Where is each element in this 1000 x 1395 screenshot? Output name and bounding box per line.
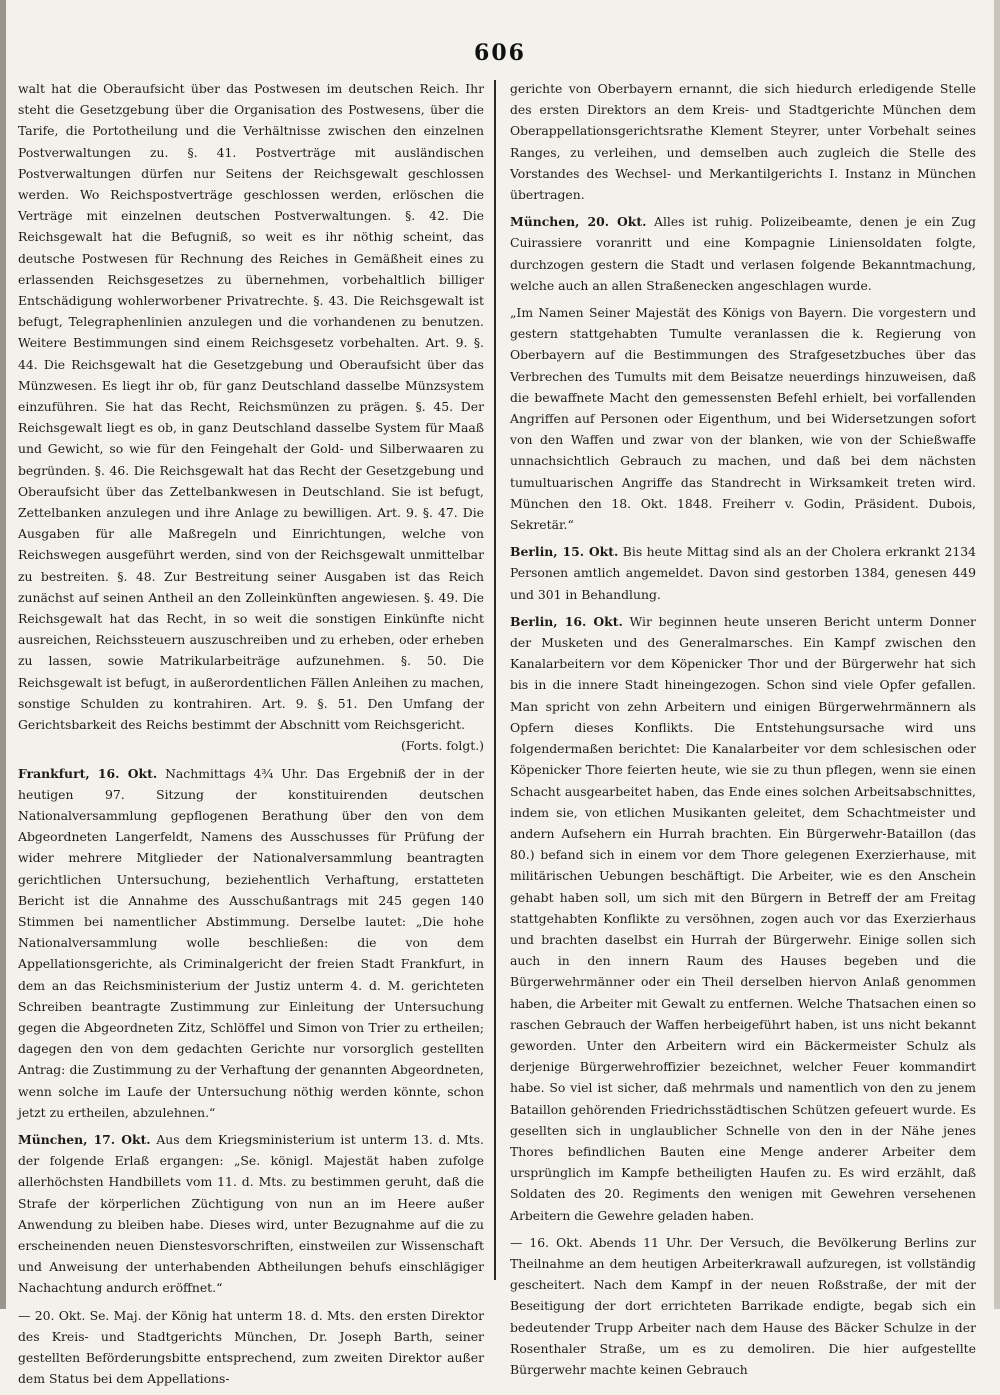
article-paragraph [18, 763, 484, 1123]
article-paragraph [510, 302, 976, 535]
dateline: München, 20. Okt. [510, 214, 647, 230]
dateline: Frankfurt, 16. Okt. [18, 765, 158, 781]
paragraph-text: Wir beginnen heute unseren Bericht unterm Donner der Musketen und des Generalmarsches. Ein Kampf zwischen den Kanalarbeitern vor dem Köpenicker Thor und der Bürgerwehr hat sich bis in die innere Stadt hineingezogen. Schon sind viele Opfer gefallen. Man spricht von zehn Arbeitern und einigen Bürgerwehrmännern als Opfern dieses Konflikts. Die Entstehungsursache wird uns folgendermaßen berichtet: Die Kanalarbeiter vor dem schlesischen oder Köpenicker Thore feierten heute, wie sie zu thun pflegen, wenn sie einen Schacht ausgearbeitet haben, das Ende eines solchen Arbeitsabschnittes, indem sie, von etlichen Musikanten geleitet, dem Schachtmeister und andern Aufsehern ein Hurrah brachten. Ein Bürgerwehr-Bataillon (das 80.) befand sich in einem vor dem Thore gelegenen Exerzierhause, mit militärischen Uebungen beschäftigt. Die Arbeiter, wie es den Anschein gehabt haben soll, um sich mit den Bürgern in Betreff der am Freitag stattgehabten Konflikte zu versöhnen, zogen auch vor das Exerzierhaus und brachten daselbst ein Hurrah der Bürgerwehr. Einige sollen sich auch in den innern Raum des Hauses begeben und die Bürgerwehrmänner oder ein Theil derselben hiervon Anlaß genommen haben, die Arbeiter mit Gewalt zu entfernen. Welche Thatsachen einen so raschen Gebrauch der Waffen herbeigeführt haben, ist uns nicht bekannt geworden. Unter den Arbeitern wird ein Bäckermeister Schulz als derjenige Bürgerwehroffizier bezeichnet, welcher Feuer kommandirt habe. So viel ist sicher, daß mehrmals und namentlich von den zu jenem Bataillon gehörenden Friedrichsstädtischen Schützen gefeuert wurde. Es gesellten sich in unglaublicher Schnelle von den in der Nähe jenes Thores befindlichen Bauten eine Menge anderer Arbeiter dem ursprünglich im Kampfe betheiligten Haufen zu. Es wird erzählt, daß Soldaten des 20. Regiments den wenigen mit Gewehren versehenen Arbeitern die Gewehre geladen haben. [510, 613, 976, 1223]
paragraph-text: Nachmittags 4¾ Uhr. Das Ergebniß der in der heutigen 97. Sitzung der konstituirenden deutschen Nationalversammlung gepflogenen Berathung über den von dem Abgeordneten Langerfeldt, Namens des Ausschusses für Prüfung der wider mehrere Mitglieder der Nationalversammlung beantragten gerichtlichen Untersuchung, beziehentlich Verhaftung, erstatteten Bericht ist die Annahme des Ausschußantrags mit 245 gegen 140 Stimmen bei namentlicher Abstimmung. Derselbe lautet: „Die hohe Nationalversammlung wolle beschließen: die von dem Appellationsgerichte, als Criminalgericht der freien Stadt Frankfurt, in dem an das Reichsministerium der Justiz unterm 4. d. M. gerichteten Schreiben beantragte Zustimmung zur Einleitung der Untersuchung gegen die Abgeordneten Zitz, Schlöffel und Simon von Trier zu ertheilen; dagegen den von dem gedachten Gerichte nur vorsorglich gestellten Antrag: die Zustimmung zu der Verhaftung der genannten Abgeordneten, wenn solche im Laufe der Untersuchung nöthig werden könnte, schon jetzt zu ertheilen, abzulehnen.“ [18, 765, 485, 1120]
dateline: München, 17. Okt. [18, 1131, 151, 1147]
article-paragraph [510, 211, 976, 296]
article-paragraph [18, 1129, 484, 1299]
column-divider [494, 80, 496, 1280]
dateline: Berlin, 15. Okt. [510, 544, 619, 560]
article-paragraph [510, 78, 976, 205]
paragraph-text: Alles ist ruhig. Polizeibeamte, denen je ein Zug Cuirassiere voranritt und eine Kompagnie Liniensoldaten folgte, durchzogen gestern die Stadt und verlasen folgende Bekanntmachung, welche auch an allen Straßenecken angeschlagen wurde. [510, 214, 976, 293]
paragraph-text: Bis heute Mittag sind als an der Cholera erkrankt 2134 Personen amtlich angemeldet. Davon sind gestorben 1384, genesen 449 und 301 in Behandlung. [510, 544, 976, 602]
continuation-note: (Forts. folgt.) [400, 738, 484, 754]
page-edge-shadow [0, 0, 6, 1309]
dateline: Berlin, 16. Okt. [510, 613, 623, 629]
paragraph-text: walt hat die Oberaufsicht über das Postwesen im deutschen Reich. Ihr steht die Gesetzgebung über die Organisation des Postwesens, über die Tarife, die Portotheilung und die Verhältnisse zwischen den einzelnen Postverwaltungen zu. §. 41. Postverträge mit ausländischen Postverwaltungen dürfen nur Seitens der Reichsgewalt geschlossen werden. Wo Reichspostverträge geschlossen werden, erlöschen die Verträge mit einzelnen deutschen Postverwaltungen. §. 42. Die Reichsgewalt hat die Befugniß, so weit es ihr nöthig scheint, das deutsche Postwesen für Rechnung des Reiches in Gemäßheit eines zu erlassenden Reichsgesetzes zu übernehmen, vorbehaltlich billiger Entschädigung wohlerworbener Privatrechte. §. 43. Die Reichsgewalt ist befugt, Telegraphenlinien anzulegen und die vorhandenen zu benutzen. Weitere Bestimmungen sind einem Reichsgesetz vorbehalten. Art. 9. §. 44. Die Reichsgewalt hat die Gesetzgebung und Oberaufsicht über das Münzwesen. Es liegt ihr ob, für ganz Deutschland dasselbe Münzsystem einzuführen. Sie hat das Recht, Reichsmünzen zu prägen. §. 45. Der Reichsgewalt liegt es ob, in ganz Deutschland dasselbe System für Maaß und Gewicht, so wie für den Feingehalt der Gold- und Silberwaaren zu begründen. §. 46. Die Reichsgewalt hat das Recht der Gesetzgebung und Oberaufsicht über das Zettelbankwesen in Deutschland. Sie ist befugt, Zettelbanken anzulegen und ihre Anlage zu bewilligen. Art. 9. §. 47. Die Ausgaben für alle Maßregeln und Einrichtungen, welche von Reichswegen ausgeführt werden, sind von der Reichsgewalt unmittelbar zu bestreiten. §. 48. Zur Bestreitung seiner Ausgaben ist das Reich zunächst auf seinen Antheil an den Zolleinkünften angewiesen. §. 49. Die Reichsgewalt hat das Recht, in so weit die sonstigen Einkünfte nicht ausreichen, Reichssteuern auszuschreiben und zu erheben, oder erheben zu lassen, sowie Matrikularbeiträge aufzunehmen. §. 50. Die Reichsgewalt ist befugt, in außerordentlichen Fällen Anleihen zu machen, sonstige Schulden zu kontrahiren. Art. 9. §. 51. Den Umfang der Gerichtsbarkeit des Reichs bestimmt der Abschnitt vom Reichsgericht. [18, 81, 484, 733]
article-paragraph [18, 1305, 484, 1390]
right-column [510, 78, 976, 1386]
article-paragraph [510, 611, 976, 1226]
article-paragraph [510, 1232, 976, 1380]
page-number: 606 [474, 40, 526, 66]
paragraph-text: „Im Namen Seiner Majestät des Königs von Bayern. Die vorgestern und gestern stattgehabten Tumulte veranlassen die k. Regierung von Oberbayern auf die Bestimmungen des Strafgesetzbuches über das Verbrechen des Tumults mit dem Beisatze neuerdings hinzuweisen, daß die bewaffnete Macht den gemessensten Befehl erhielt, bei vorfallenden Angriffen auf Personen oder Eigenthum, und bei Widersetzungen sofort von den Waffen und zwar von der blanken, wie von der Schießwaffe unnachsichtlich Gebrauch zu machen, und daß bei dem nächsten tumultuarischen Angriffe das Standrecht in Wirksamkeit treten wird. München den 18. Okt. 1848. Freiherr v. Godin, Präsident. Dubois, Sekretär.“ [510, 305, 976, 533]
paragraph-text: — 20. Okt. Se. Maj. der König hat unterm 18. d. Mts. den ersten Direktor des Kreis- und Stadtgerichts München, Dr. Joseph Barth, seiner gestellten Beförderungsbitte entsprechend, zum zweiten Direktor außer dem Status bei dem Appellations- [18, 1307, 484, 1387]
page-edge-shadow-right [994, 0, 1000, 1309]
paragraph-text: gerichte von Oberbayern ernannt, die sich hiedurch erledigende Stelle des ersten Direktors an dem Kreis- und Stadtgerichte München dem Oberappellationsgerichtsrathe Klement Steyrer, unter Vorbehalt seines Ranges, zu verleihen, und demselben auch zugleich die Stelle des Vorstandes des Wechsel- und Merkantilgerichts I. Instanz in München übertragen. [510, 81, 976, 203]
article-paragraph [510, 541, 976, 605]
paragraph-text: — 16. Okt. Abends 11 Uhr. Der Versuch, die Bevölkerung Berlins zur Theilnahme an dem heutigen Arbeiterkrawall aufzuregen, ist vollständig gescheitert. Nach dem Kampf in der neuen Roßstraße, der mit der Beseitigung der dort errichteten Barrikade endigte, begab sich ein bedeutender Trupp Arbeiter nach dem Hause des Bäcker Schulze in der Rosenthaler Straße, um es zu demoliren. Die hier aufgestellte Bürgerwehr machte keinen Gebrauch [510, 1234, 976, 1377]
paragraph-text: Aus dem Kriegsministerium ist unterm 13. d. Mts. der folgende Erlaß ergangen: „Se. königl. Majestät haben zufolge allerhöchsten Handbillets vom 11. d. Mts. zu bestimmen geruht, daß die Strafe der körperlichen Züchtigung von nun an im Heere außer Anwendung zu bleiben habe. Dieses wird, unter Bezugnahme auf die zu erscheinenden neuen Dienstesvorschriften, einstweilen zur Wissenschaft und Anweisung der unterhabenden Abtheilungen behufs einschlägiger Nachachtung andurch eröffnet.“ [18, 1131, 484, 1296]
article-paragraph [18, 78, 484, 757]
left-column [18, 78, 484, 1395]
